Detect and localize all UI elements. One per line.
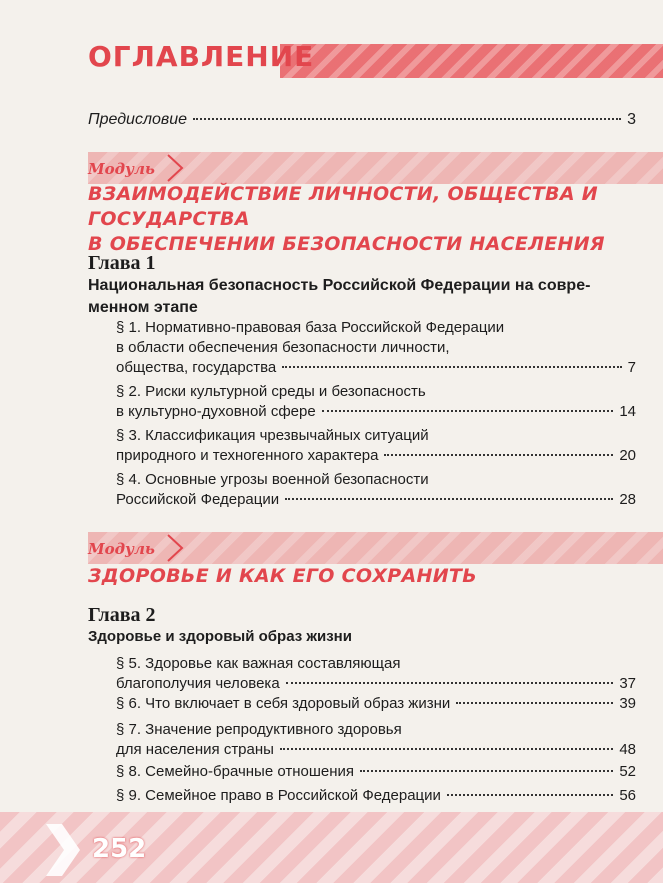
page-ref: 37	[619, 675, 636, 692]
toc-entry-section-6[interactable]	[116, 694, 636, 714]
chapter-2-title	[88, 626, 352, 648]
chapter-title-line: Национальная безопасность Российской Федерации на совре-	[88, 277, 591, 294]
toc-entry-preface[interactable]	[88, 110, 636, 130]
page-ref: 20	[619, 447, 636, 464]
chevron-right-icon	[40, 822, 84, 878]
page-title: ОГЛАВЛЕНИЕ	[88, 40, 315, 73]
toc-entry-section-1[interactable]	[116, 318, 636, 378]
chapter-1-number: Глава 1	[88, 252, 156, 274]
module-2-label: Модуль	[88, 540, 155, 558]
dot-leader	[282, 366, 621, 368]
toc-entry-section-2[interactable]	[116, 382, 636, 422]
section-line: § 5. Здоровье как важная составляющая	[116, 655, 401, 672]
section-line: § 4. Основные угрозы военной безопасности	[116, 471, 429, 488]
dot-leader	[285, 498, 613, 500]
module-1-label: Модуль	[88, 160, 155, 178]
toc-entry-section-9[interactable]	[116, 786, 636, 806]
chapter-title-line: Здоровье и здоровый образ жизни	[88, 628, 352, 645]
section-line: § 8. Семейно-брачные отношения	[116, 763, 355, 780]
dot-leader	[280, 748, 613, 750]
section-line: § 1. Нормативно-правовая база Российской Федерации	[116, 319, 505, 336]
section-line: для населения страны	[116, 741, 274, 758]
toc-entry-section-8[interactable]	[116, 762, 636, 782]
dot-leader	[456, 702, 613, 704]
section-line: благополучия человека	[116, 675, 280, 692]
chevron-right-icon	[162, 532, 188, 564]
page-ref: 52	[619, 763, 636, 780]
section-line: § 9. Семейное право в Российской Федерации	[116, 787, 441, 804]
section-line: в культурно-духовной сфере	[116, 403, 316, 420]
chevron-right-icon	[162, 152, 188, 184]
chapter-2-number: Глава 2	[88, 604, 156, 626]
page-ref: 39	[619, 695, 636, 712]
page-ref: 3	[627, 111, 636, 128]
module-title-line: ВЗАИМОДЕЙСТВИЕ ЛИЧНОСТИ, ОБЩЕСТВА И ГОСУДАРСТВА	[88, 183, 598, 230]
module-2-title	[88, 564, 477, 589]
title-stripe-bar	[280, 44, 663, 78]
page-ref: 28	[619, 491, 636, 508]
section-line: Российской Федерации	[116, 491, 280, 508]
section-line: § 3. Классификация чрезвычайных ситуаций	[116, 427, 429, 444]
page-ref: 56	[619, 787, 636, 804]
page-ref: 7	[627, 359, 636, 376]
page-ref: 14	[619, 403, 636, 420]
dot-leader	[360, 770, 613, 772]
dot-leader	[193, 118, 621, 120]
preface-label: Предисловие	[88, 111, 188, 128]
dot-leader	[447, 794, 613, 796]
section-line: § 7. Значение репродуктивного здоровья	[116, 721, 402, 738]
toc-entry-section-3[interactable]	[116, 426, 636, 466]
section-line: в области обеспечения безопасности личности,	[116, 339, 450, 356]
toc-entry-section-5[interactable]	[116, 654, 636, 694]
toc-entry-section-4[interactable]	[116, 470, 636, 510]
module-title-line: ЗДОРОВЬЕ И КАК ЕГО СОХРАНИТЬ	[88, 565, 477, 587]
dot-leader	[384, 454, 613, 456]
dot-leader	[286, 682, 614, 684]
section-line: § 6. Что включает в себя здоровый образ жизни	[116, 695, 451, 712]
page-number: 252	[92, 834, 147, 864]
page-ref: 48	[619, 741, 636, 758]
module-1-title	[88, 182, 663, 257]
chapter-1-title	[88, 275, 590, 319]
section-line: общества, государства	[116, 359, 277, 376]
module-title-line: В ОБЕСПЕЧЕНИИ БЕЗОПАСНОСТИ НАСЕЛЕНИЯ	[88, 233, 605, 255]
chapter-title-line: менном этапе	[88, 299, 198, 316]
dot-leader	[322, 410, 614, 412]
section-line: § 2. Риски культурной среды и безопасность	[116, 383, 426, 400]
toc-entry-section-7[interactable]	[116, 720, 636, 760]
section-line: природного и техногенного характера	[116, 447, 379, 464]
